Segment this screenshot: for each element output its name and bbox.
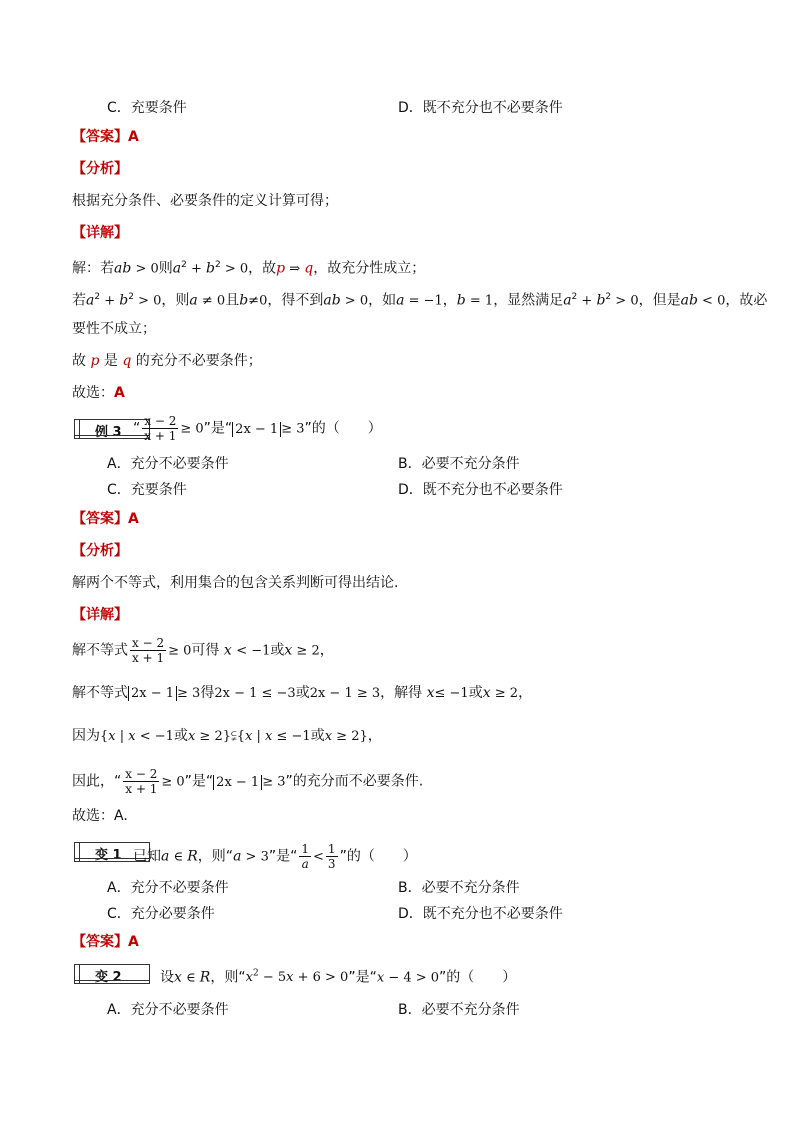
- ex3-step-3: 因为{x | x < −1或x ≥ 2}⫋{x | x ≤ −1或x ≥ 2}，: [72, 728, 382, 744]
- ex3-option-c: C．充要条件: [107, 482, 187, 498]
- var1-option-d: D．既不充分也不必要条件: [398, 906, 563, 922]
- ex3-analysis-heading: 【分析】: [72, 543, 128, 559]
- ex3-step-4: 因此，“ $\frac{x - 2}{x + 1}$ ≥ 0”是“ 2x − 1 ≥ 3”的充分而不必要条件.: [72, 767, 424, 796]
- ex3-choose: 故选：A.: [72, 808, 128, 824]
- variant-2-tag: 变 2: [74, 964, 150, 984]
- detail-line-2: 若$a^2 + b^2 > 0$，则a ≠ 0且b≠0，得不到ab > 0，如a = −1，b = 1，显然满足$a^2 + b^2 > 0$，但是ab < 0，故必: [72, 292, 768, 309]
- analysis-heading: 【分析】: [72, 161, 128, 177]
- ex3-step-2: 解不等式 2x − 1 ≥ 3得2x − 1 ≤ −3或2x − 1 ≥ 3，解得 x≤ −1或x ≥ 2，: [72, 685, 533, 701]
- ex3-option-b: B．必要不充分条件: [398, 456, 520, 472]
- answer-line: 【答案】A: [72, 129, 139, 145]
- detail-line-4: 故 p 是 q 的充分不必要条件；: [72, 353, 262, 369]
- choose-line: 故选：A: [72, 385, 125, 401]
- example-3-question: “ $\frac{x - 2}{x + 1}$ ≥ 0”是“ 2x − 1 ≥ 3”的（ ）: [133, 414, 382, 443]
- ex3-option-d: D．既不充分也不必要条件: [398, 482, 563, 498]
- var1-option-c: C．充分必要条件: [107, 906, 215, 922]
- analysis-text: 根据充分条件、必要条件的定义计算可得；: [72, 193, 338, 209]
- variant-1-question: 已知a ∈ R，则“a > 3”是“ $\frac{1}{a}$ < $\frac{1}{3}$ ”的（ ）: [133, 842, 417, 871]
- detail-line-3: 要性不成立；: [72, 321, 156, 337]
- ex3-analysis-text: 解两个不等式，利用集合的包含关系判断可得出结论.: [72, 575, 399, 591]
- example-3-tag: 例 3: [74, 419, 150, 439]
- var2-option-a: A．充分不必要条件: [107, 1002, 229, 1018]
- ex3-answer: 【答案】A: [72, 511, 139, 527]
- ex3-detail-heading: 【详解】: [72, 607, 128, 623]
- ex3-step-1: 解不等式 $\frac{x - 2}{x + 1}$ ≥ 0可得 x < −1或x ≥ 2，: [72, 636, 334, 665]
- var1-option-b: B．必要不充分条件: [398, 880, 520, 896]
- var1-answer: 【答案】A: [72, 934, 139, 950]
- detail-heading: 【详解】: [72, 225, 128, 241]
- option-c: C．充要条件: [107, 100, 187, 116]
- var2-option-b: B．必要不充分条件: [398, 1002, 520, 1018]
- variant-2-question: 设x ∈ R，则“$x^2 - 5x + 6 > 0$”是“x − 4 > 0”的（ ）: [160, 969, 517, 986]
- var1-option-a: A．充分不必要条件: [107, 880, 229, 896]
- detail-line-1: 解：若ab > 0则$a^2 + b^2 > 0$，故p ⇒ q，故充分性成立；: [72, 260, 426, 277]
- ex3-option-a: A．充分不必要条件: [107, 456, 229, 472]
- variant-1-tag: 变 1: [74, 842, 150, 862]
- option-d: D．既不充分也不必要条件: [398, 100, 563, 116]
